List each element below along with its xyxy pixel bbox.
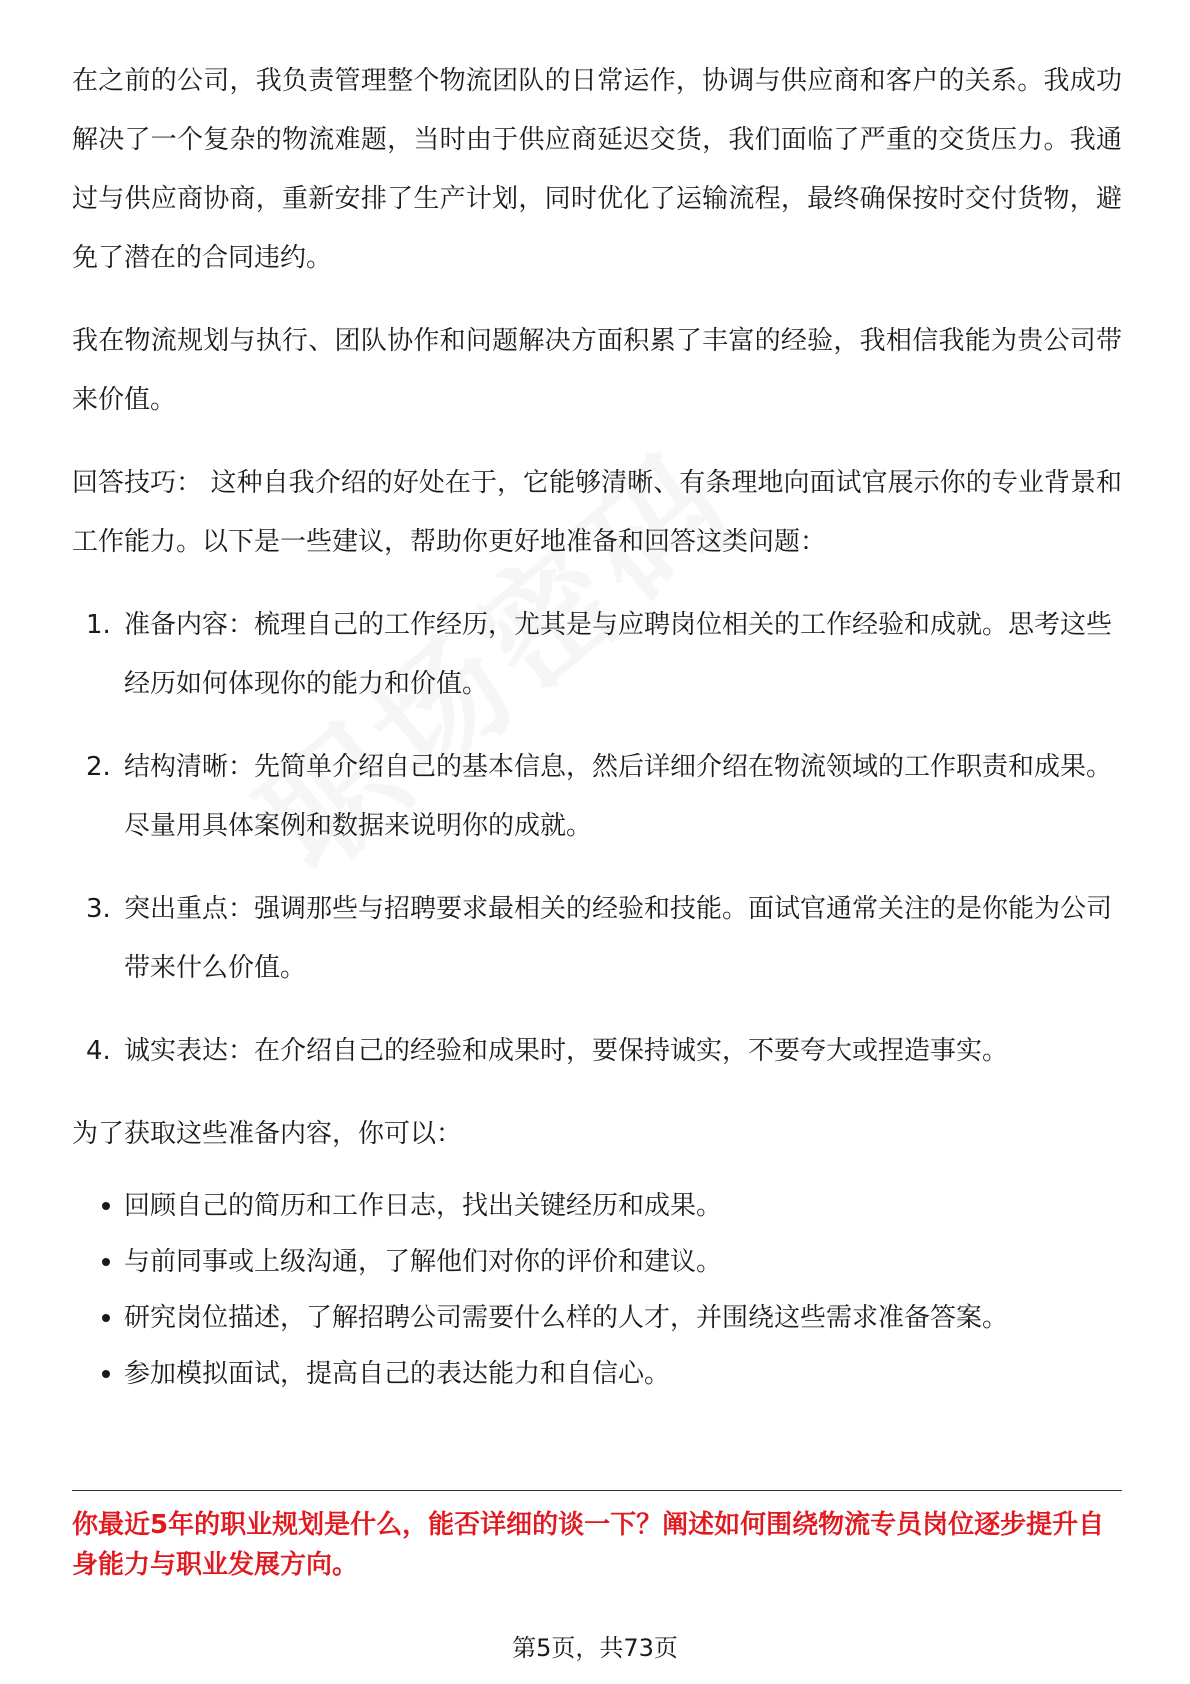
list-item-text: 诚实表达：在介绍自己的经验和成果时，要保持诚实，不要夸大或捏造事实。 bbox=[124, 1036, 1009, 1066]
paragraph-answer-tips: 回答技巧： 这种自我介绍的好处在于，它能够清晰、有条理地向面试官展示你的专业背景和工作能力。以下是一些建议，帮助你更好地准备和回答这类问题： bbox=[72, 468, 1122, 557]
list-item bbox=[72, 1290, 1122, 1346]
bullet-icon bbox=[102, 1314, 110, 1322]
list-number: 3. bbox=[86, 894, 111, 924]
list-item bbox=[72, 1234, 1122, 1290]
list-item-text: 参加模拟面试，提高自己的表达能力和自信心。 bbox=[124, 1359, 671, 1389]
list-item bbox=[72, 738, 1122, 856]
document-body bbox=[72, 52, 1122, 1402]
bullet-icon bbox=[102, 1202, 110, 1210]
list-number: 1. bbox=[86, 610, 111, 640]
list-number: 4. bbox=[86, 1036, 111, 1066]
list-item bbox=[72, 880, 1122, 998]
bullet-icon bbox=[102, 1370, 110, 1378]
question-heading: 你最近5年的职业规划是什么，能否详细的谈一下？阐述如何围绕物流专员岗位逐步提升自身能力与职业发展方向。 bbox=[72, 1510, 1105, 1580]
page-number: 第5页，共73页 bbox=[512, 1634, 678, 1662]
divider bbox=[72, 1490, 1122, 1491]
list-item-text: 回顾自己的简历和工作日志，找出关键经历和成果。 bbox=[124, 1191, 723, 1221]
list-item bbox=[72, 1346, 1122, 1402]
list-item-text: 结构清晰：先简单介绍自己的基本信息，然后详细介绍在物流领域的工作职责和成果。尽量用具体案例和数据来说明你的成就。 bbox=[124, 752, 1113, 841]
paragraph-experience: 在之前的公司，我负责管理整个物流团队的日常运作，协调与供应商和客户的关系。我成功解决了一个复杂的物流难题，当时由于供应商延迟交货，我们面临了严重的交货压力。我通过与供应商协商，重新安排了生产计划，同时优化了运输流程，最终确保按时交付货物，避免了潜在的合同违约。 bbox=[72, 66, 1122, 273]
list-item-text: 突出重点：强调那些与招聘要求最相关的经验和技能。面试官通常关注的是你能为公司带来什么价值。 bbox=[124, 894, 1113, 983]
list-item bbox=[72, 1178, 1122, 1234]
list-item bbox=[72, 1022, 1122, 1081]
bullet-icon bbox=[102, 1258, 110, 1266]
bullet-list bbox=[72, 1178, 1122, 1402]
numbered-list bbox=[72, 596, 1122, 1081]
list-item bbox=[72, 596, 1122, 714]
list-item-text: 准备内容：梳理自己的工作经历，尤其是与应聘岗位相关的工作经验和成就。思考这些经历如何体现你的能力和价值。 bbox=[124, 610, 1113, 699]
paragraph-summary: 我在物流规划与执行、团队协作和问题解决方面积累了丰富的经验，我相信我能为贵公司带来价值。 bbox=[72, 326, 1122, 415]
paragraph-lead-in: 为了获取这些准备内容，你可以： bbox=[72, 1119, 463, 1149]
list-item-text: 研究岗位描述，了解招聘公司需要什么样的人才，并围绕这些需求准备答案。 bbox=[124, 1303, 1009, 1333]
list-number: 2. bbox=[86, 752, 111, 782]
list-item-text: 与前同事或上级沟通，了解他们对你的评价和建议。 bbox=[124, 1247, 723, 1277]
